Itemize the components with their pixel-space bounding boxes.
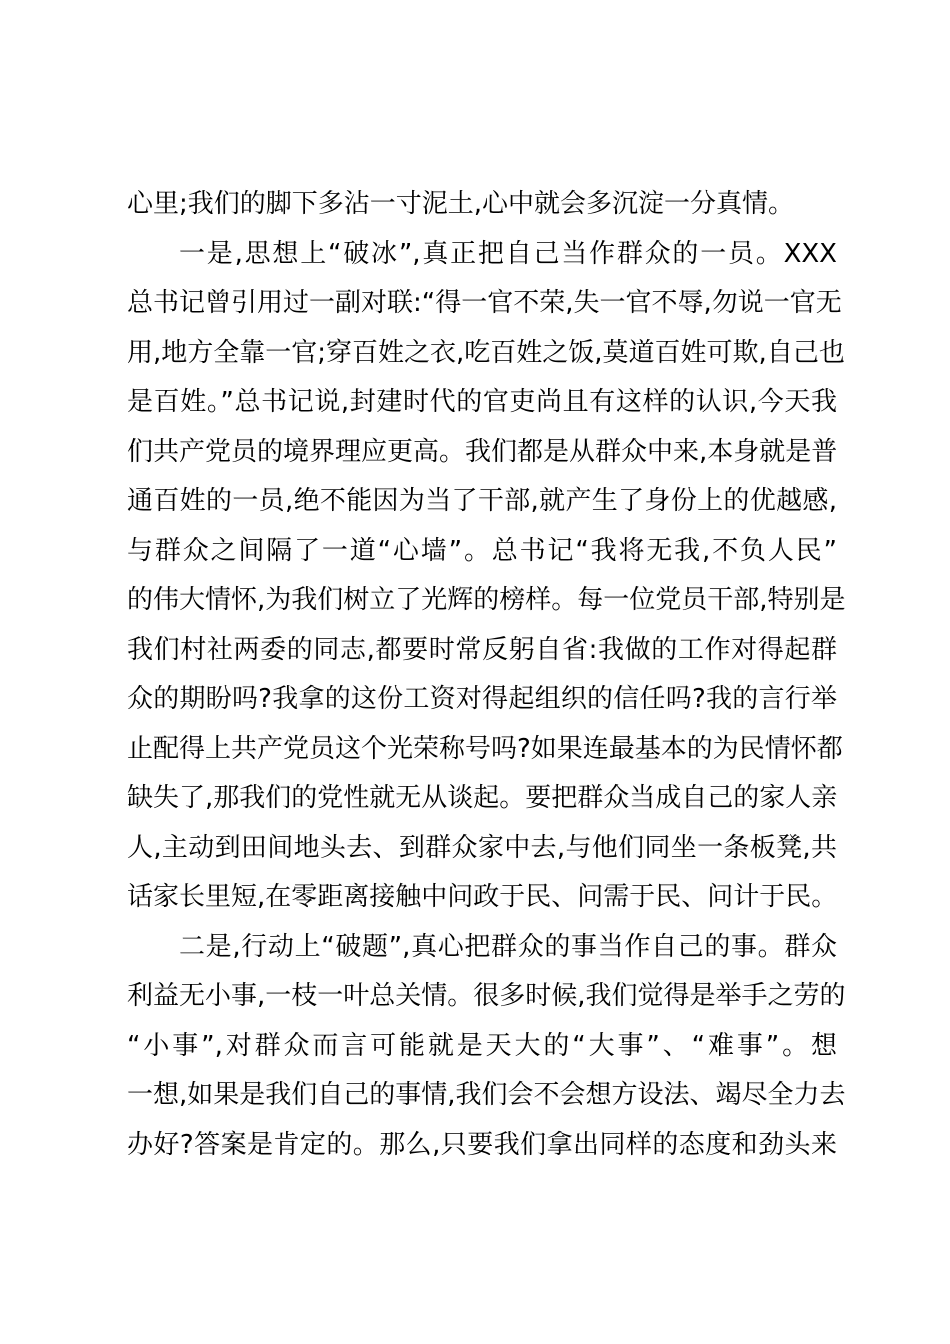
paragraph-line: 用,地方全靠一官;穿百姓之衣,吃百姓之饭,莫道百姓可欺,自己也 (127, 337, 845, 368)
paragraph-line: “小事”,对群众而言可能就是天大的“大事”、“难事”。想 (127, 1030, 837, 1061)
paragraph-line: 们共产党员的境界理应更高。我们都是从群众中来,本身就是普 (127, 436, 838, 467)
document-body (127, 180, 846, 1170)
paragraph-line: 我们村社两委的同志,都要时常反躬自省:我做的工作对得起群 (127, 634, 837, 665)
paragraph-line: 通百姓的一员,绝不能因为当了干部,就产生了身份上的优越感, (127, 486, 837, 516)
paragraph-line: 人,主动到田间地头去、到群众家中去,与他们同坐一条板凳,共 (127, 832, 837, 863)
paragraph-line: 止配得上共产党员这个光荣称号吗?如果连最基本的为民情怀都 (127, 733, 843, 764)
paragraph-line: 利益无小事,一枝一叶总关情。很多时候,我们觉得是举手之劳的 (127, 981, 846, 1011)
paragraph-line: 是百姓。”总书记说,封建时代的官吏尚且有这样的认识,今天我 (127, 387, 837, 417)
paragraph-line: 一是,思想上“破冰”,真正把自己当作群众的一员。XXX (179, 238, 837, 269)
paragraph-line: 办好?答案是肯定的。那么,只要我们拿出同样的态度和劲头来 (127, 1129, 837, 1160)
paragraph-line: 话家长里短,在零距离接触中问政于民、问需于民、问计于民。 (127, 882, 838, 912)
paragraph-line: 的伟大情怀,为我们树立了光辉的榜样。每一位党员干部,特别是 (127, 585, 846, 615)
paragraph-line: 总书记曾引用过一副对联:“得一官不荣,失一官不辱,勿说一官无 (127, 288, 842, 318)
paragraph-line: 二是,行动上“破题”,真心把群众的事当作自己的事。群众 (179, 931, 837, 962)
paragraph-line: 缺失了,那我们的党性就无从谈起。要把群众当成自己的家人亲 (127, 783, 838, 813)
paragraph-line: 一想,如果是我们自己的事情,我们会不会想方设法、竭尽全力去 (127, 1080, 846, 1110)
paragraph-line: 心里;我们的脚下多沾一寸泥土,心中就会多沉淀一分真情。 (127, 189, 795, 219)
paragraph-line: 众的期盼吗?我拿的这份工资对得起组织的信任吗?我的言行举 (127, 684, 837, 714)
paragraph-line: 与群众之间隔了一道“心墙”。总书记“我将无我,不负人民” (127, 535, 837, 566)
